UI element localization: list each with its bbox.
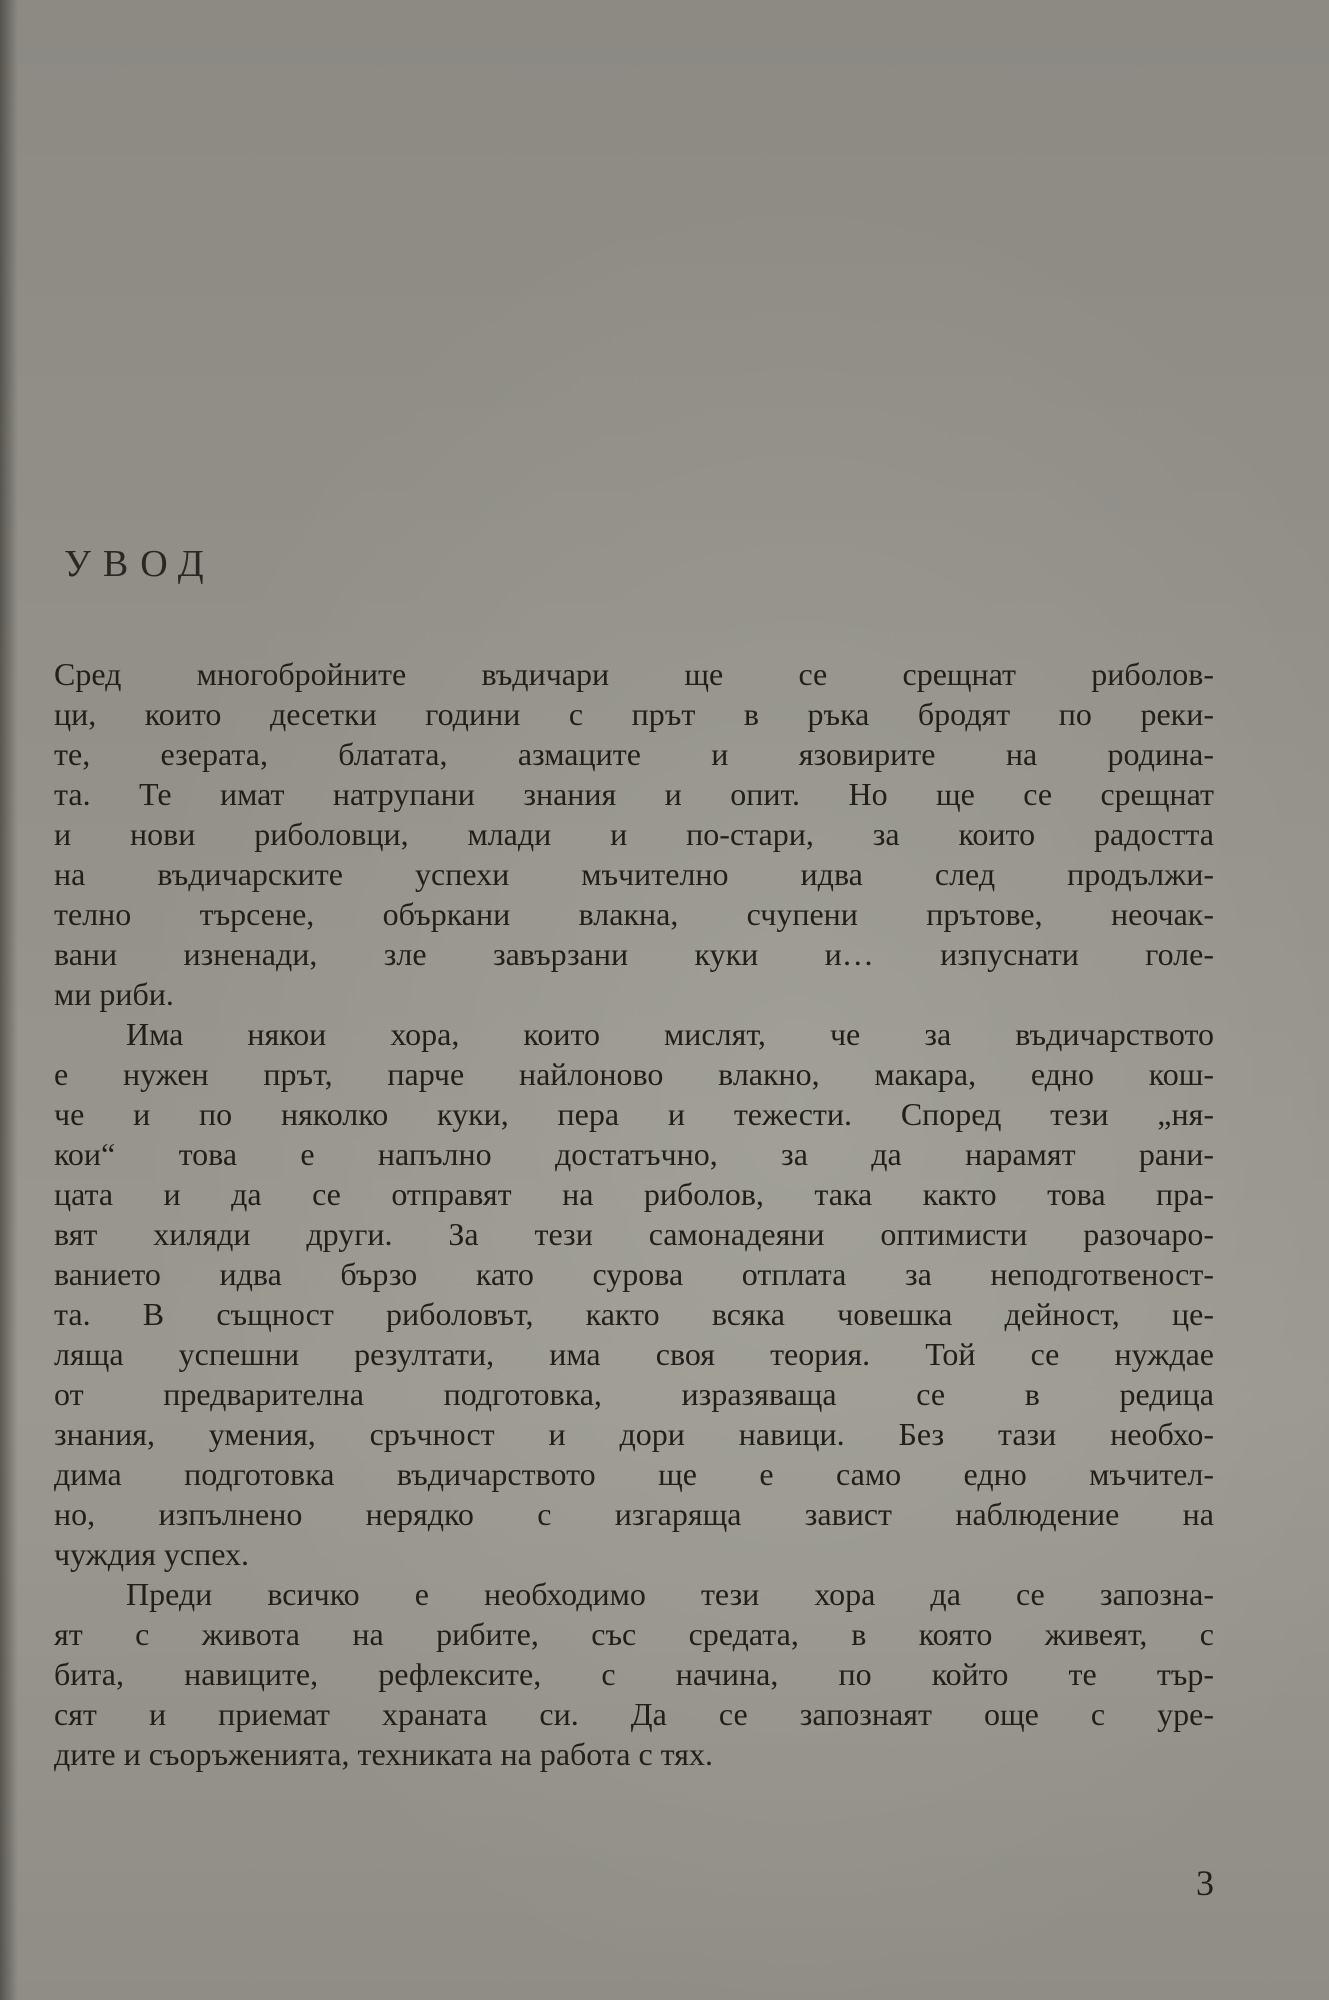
text-line: кои“ това е напълно достатъчно, за да нарамят рани- (54, 1136, 1214, 1172)
text-line: дите и съоръженията, техниката на работа с тях. (54, 1736, 713, 1772)
text-line: Сред многобройните въдичари ще се срещнат риболов- (54, 656, 1214, 692)
text-line: телно търсене, объркани влакна, счупени прътове, неочак- (54, 896, 1214, 932)
text-line: знания, умения, сръчност и дори навици. Без тази необхо- (54, 1416, 1214, 1452)
chapter-heading: УВОД (64, 543, 216, 585)
text-line: ят с живота на рибите, със средата, в която живеят, с (54, 1616, 1214, 1652)
text-line: на въдичарските успехи мъчително идва след продължи- (54, 856, 1214, 892)
text-line: е нужен прът, парче найлоново влакно, макара, едно кош- (54, 1056, 1214, 1092)
spine-shadow (0, 0, 18, 2000)
page-number: 3 (1196, 1863, 1214, 1903)
text-line: дима подготовка въдичарството ще е само едно мъчител- (54, 1456, 1214, 1492)
text-line: ляща успешни резултати, има своя теория. Той се нуждае (54, 1336, 1214, 1372)
text-line: вани изненади, зле завързани куки и… изпуснати голе- (54, 936, 1214, 972)
text-line: чуждия успех. (54, 1536, 250, 1572)
text-line: ци, които десетки години с прът в ръка бродят по реки- (54, 696, 1214, 732)
text-line: но, изпълнено нерядко с изгаряща завист наблюдение на (54, 1496, 1214, 1532)
text-line: сят и приемат храната си. Да се запознаят още с уре- (54, 1696, 1214, 1732)
text-line: от предварителна подготовка, изразяваща се в редица (54, 1376, 1214, 1412)
text-line: та. В същност риболовът, както всяка човешка дейност, це- (54, 1296, 1214, 1332)
text-line: цата и да се отправят на риболов, така както това пра- (54, 1176, 1214, 1212)
text-line: бита, навиците, рефлексите, с начина, по който те тър- (54, 1656, 1214, 1692)
text-line: и нови риболовци, млади и по-стари, за които радостта (54, 816, 1214, 852)
text-line: вят хиляди други. За тези самонадеяни оптимисти разочаро- (54, 1216, 1214, 1252)
text-line: ванието идва бързо като сурова отплата за неподготвеност- (54, 1256, 1214, 1292)
text-line: та. Те имат натрупани знания и опит. Но ще се срещнат (54, 776, 1214, 812)
body-text (54, 654, 1214, 1774)
text-line: Преди всичко е необходимо тези хора да се запозна- (126, 1576, 1214, 1612)
text-line: че и по няколко куки, пера и тежести. Според тези „ня- (54, 1096, 1214, 1132)
text-line: Има някои хора, които мислят, че за въдичарството (126, 1016, 1214, 1052)
text-line: те, езерата, блатата, азмаците и язовирите на родина- (54, 736, 1214, 772)
text-line: ми риби. (54, 976, 174, 1012)
